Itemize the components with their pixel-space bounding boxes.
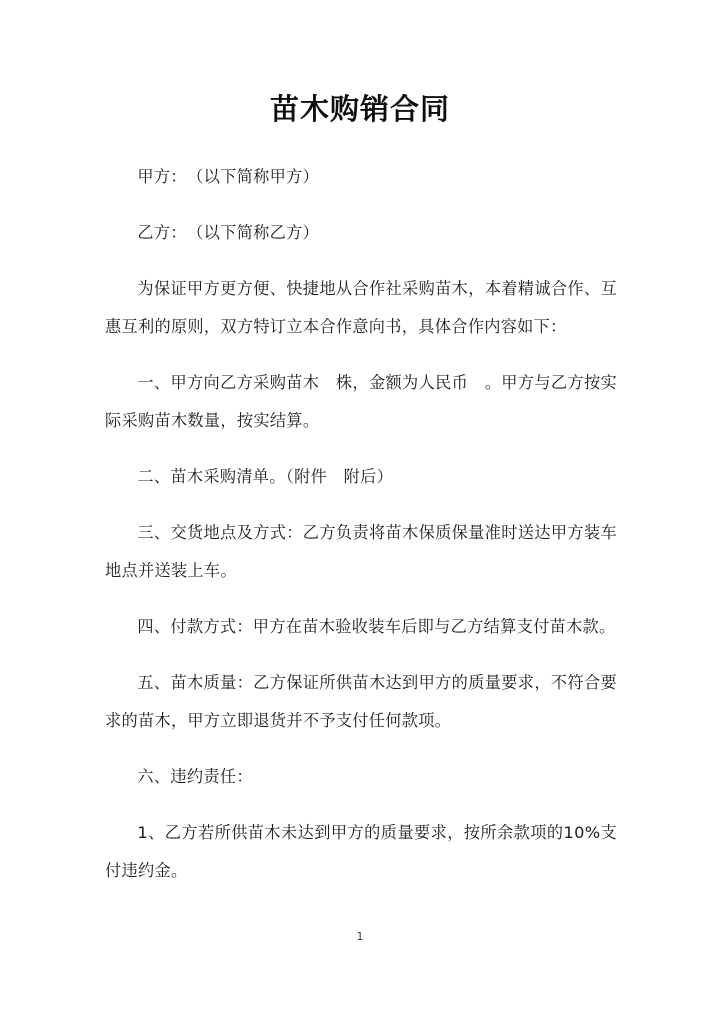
paragraph-clause-2: 二、苗木采购清单。（附件 附后） bbox=[137, 467, 394, 486]
paragraph-party-b: 乙方： （以下简称乙方） bbox=[137, 223, 320, 242]
paragraph-clause-1: 一、甲方向乙方采购苗木 株，金额为人民币 。甲方与乙方按实际采购苗木数量，按实结算。 bbox=[105, 373, 617, 430]
paragraph-clause-4: 四、付款方式：甲方在苗木验收装车后即与乙方结算支付苗木款。 bbox=[137, 617, 616, 636]
paragraph-preamble: 为保证甲方更方便、快捷地从合作社采购苗木，本着精诚合作、互惠互利的原则，双方特订立本合作意向书，具体合作内容如下： bbox=[105, 279, 617, 336]
page-number: 1 bbox=[356, 930, 364, 943]
paragraph-clause-6-item-1: 1、乙方若所供苗木未达到甲方的质量要求，按所余款项的10%支付违约金。 bbox=[105, 823, 617, 880]
paragraph-clause-5: 五、苗木质量：乙方保证所供苗木达到甲方的质量要求，不符合要求的苗木，甲方立即退货并不予支付任何款项。 bbox=[105, 673, 617, 730]
paragraph-party-a: 甲方： （以下简称甲方） bbox=[137, 167, 320, 186]
paragraph-clause-6: 六、违约责任： bbox=[137, 767, 253, 786]
paragraph-clause-3: 三、交货地点及方式：乙方负责将苗木保质保量准时送达甲方装车地点并送装上车。 bbox=[105, 523, 617, 580]
document-body bbox=[105, 158, 617, 890]
page-title: 苗木购销合同 bbox=[269, 92, 450, 126]
